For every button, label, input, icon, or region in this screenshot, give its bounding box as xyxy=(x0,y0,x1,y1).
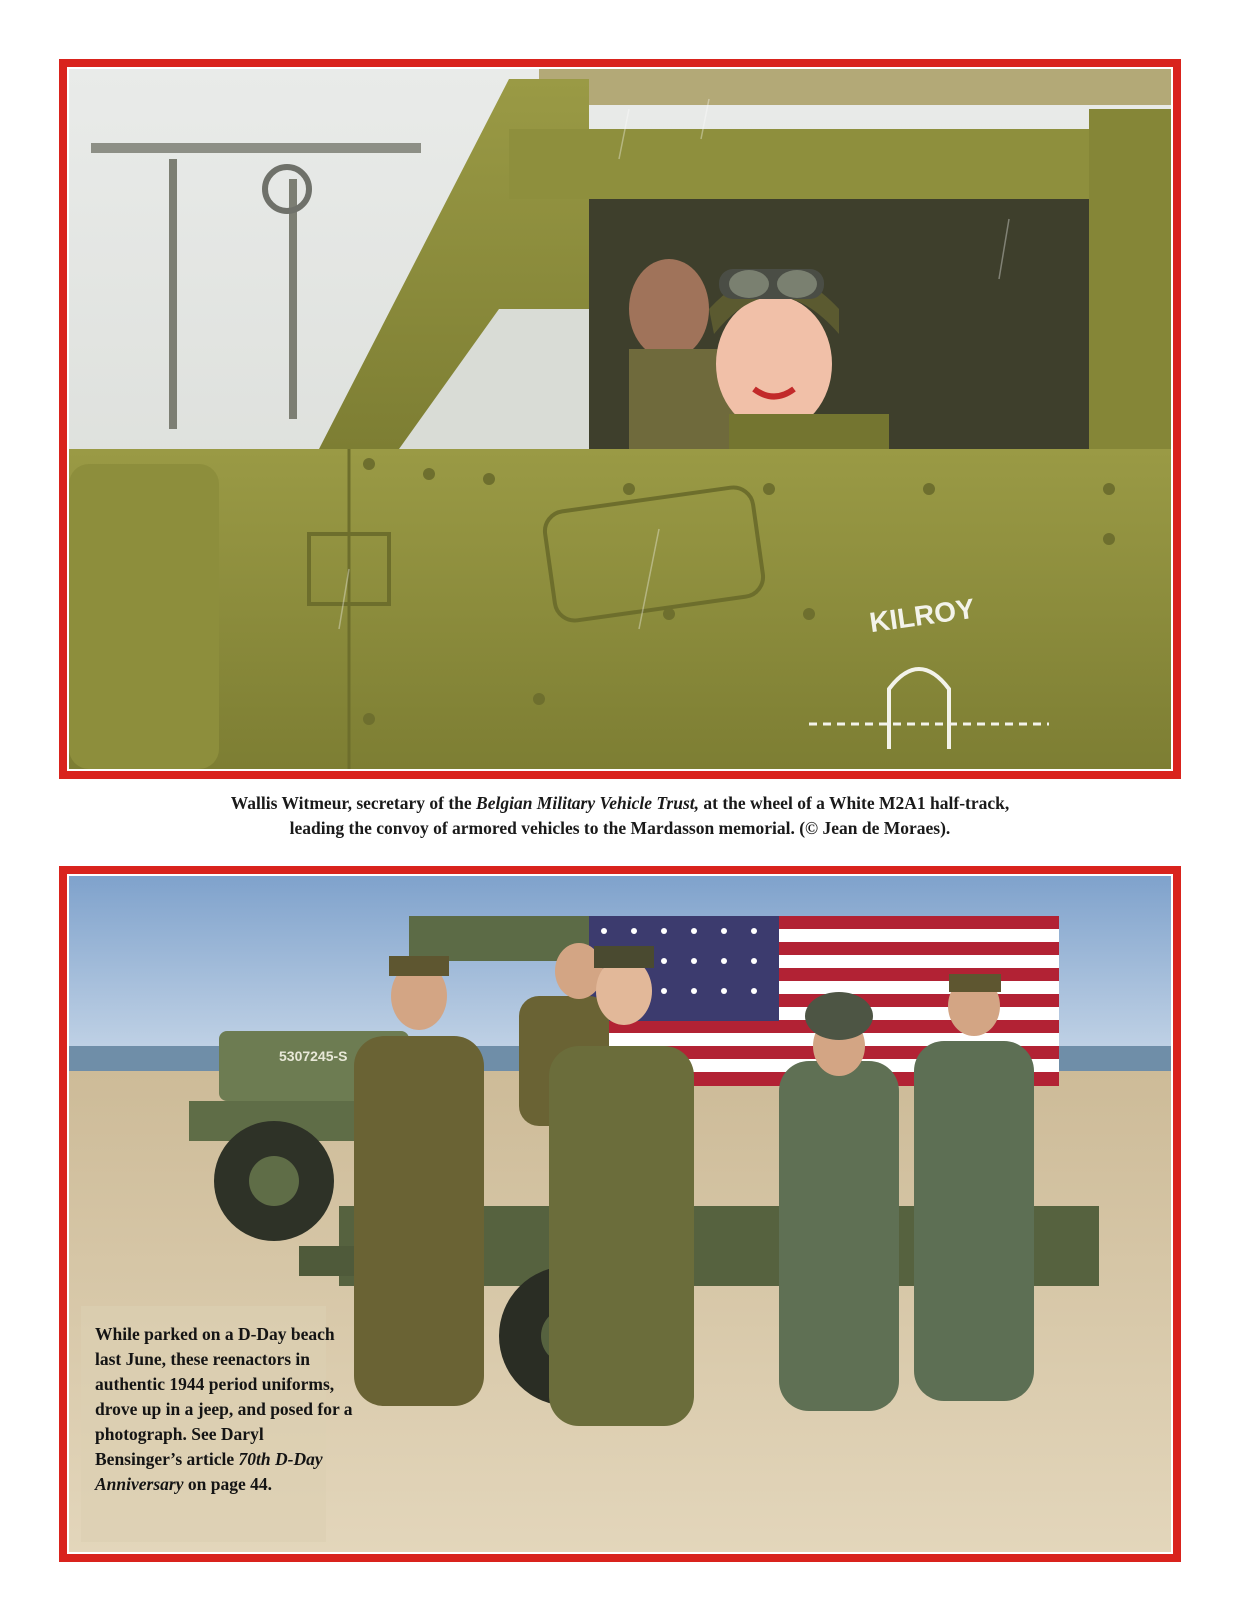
caption-italic-trust: Belgian Military Vehicle Trust, xyxy=(476,793,700,813)
article-title: 70th D-Day Anniversary xyxy=(95,1449,323,1494)
half-track-photo xyxy=(69,69,1171,769)
caption-line-2: leading the convoy of armored vehicles to the Mardasson memorial. (© Jean de Moraes). xyxy=(289,818,951,838)
caption-line-1: Wallis Witmeur, secretary of the Belgian Military Vehicle Trust, at the wheel of a White M2A1 half-track, xyxy=(230,793,1010,813)
bottom-photo-caption: While parked on a D-Day beach last June, these reenactors in authentic 1944 period uniforms, drove up in a jeep, and posed for a photograph. See Daryl Bensinger’s article 70th D-Day Anniversary on page 44. xyxy=(95,1324,353,1494)
kilroy-chalk-text: KILROY xyxy=(867,592,977,639)
top-photo-frame xyxy=(59,59,1181,779)
top-photo-caption xyxy=(59,791,1181,841)
truck-bumper-number: 5307245-S xyxy=(279,1048,348,1064)
bottom-photo-frame xyxy=(59,866,1181,1562)
